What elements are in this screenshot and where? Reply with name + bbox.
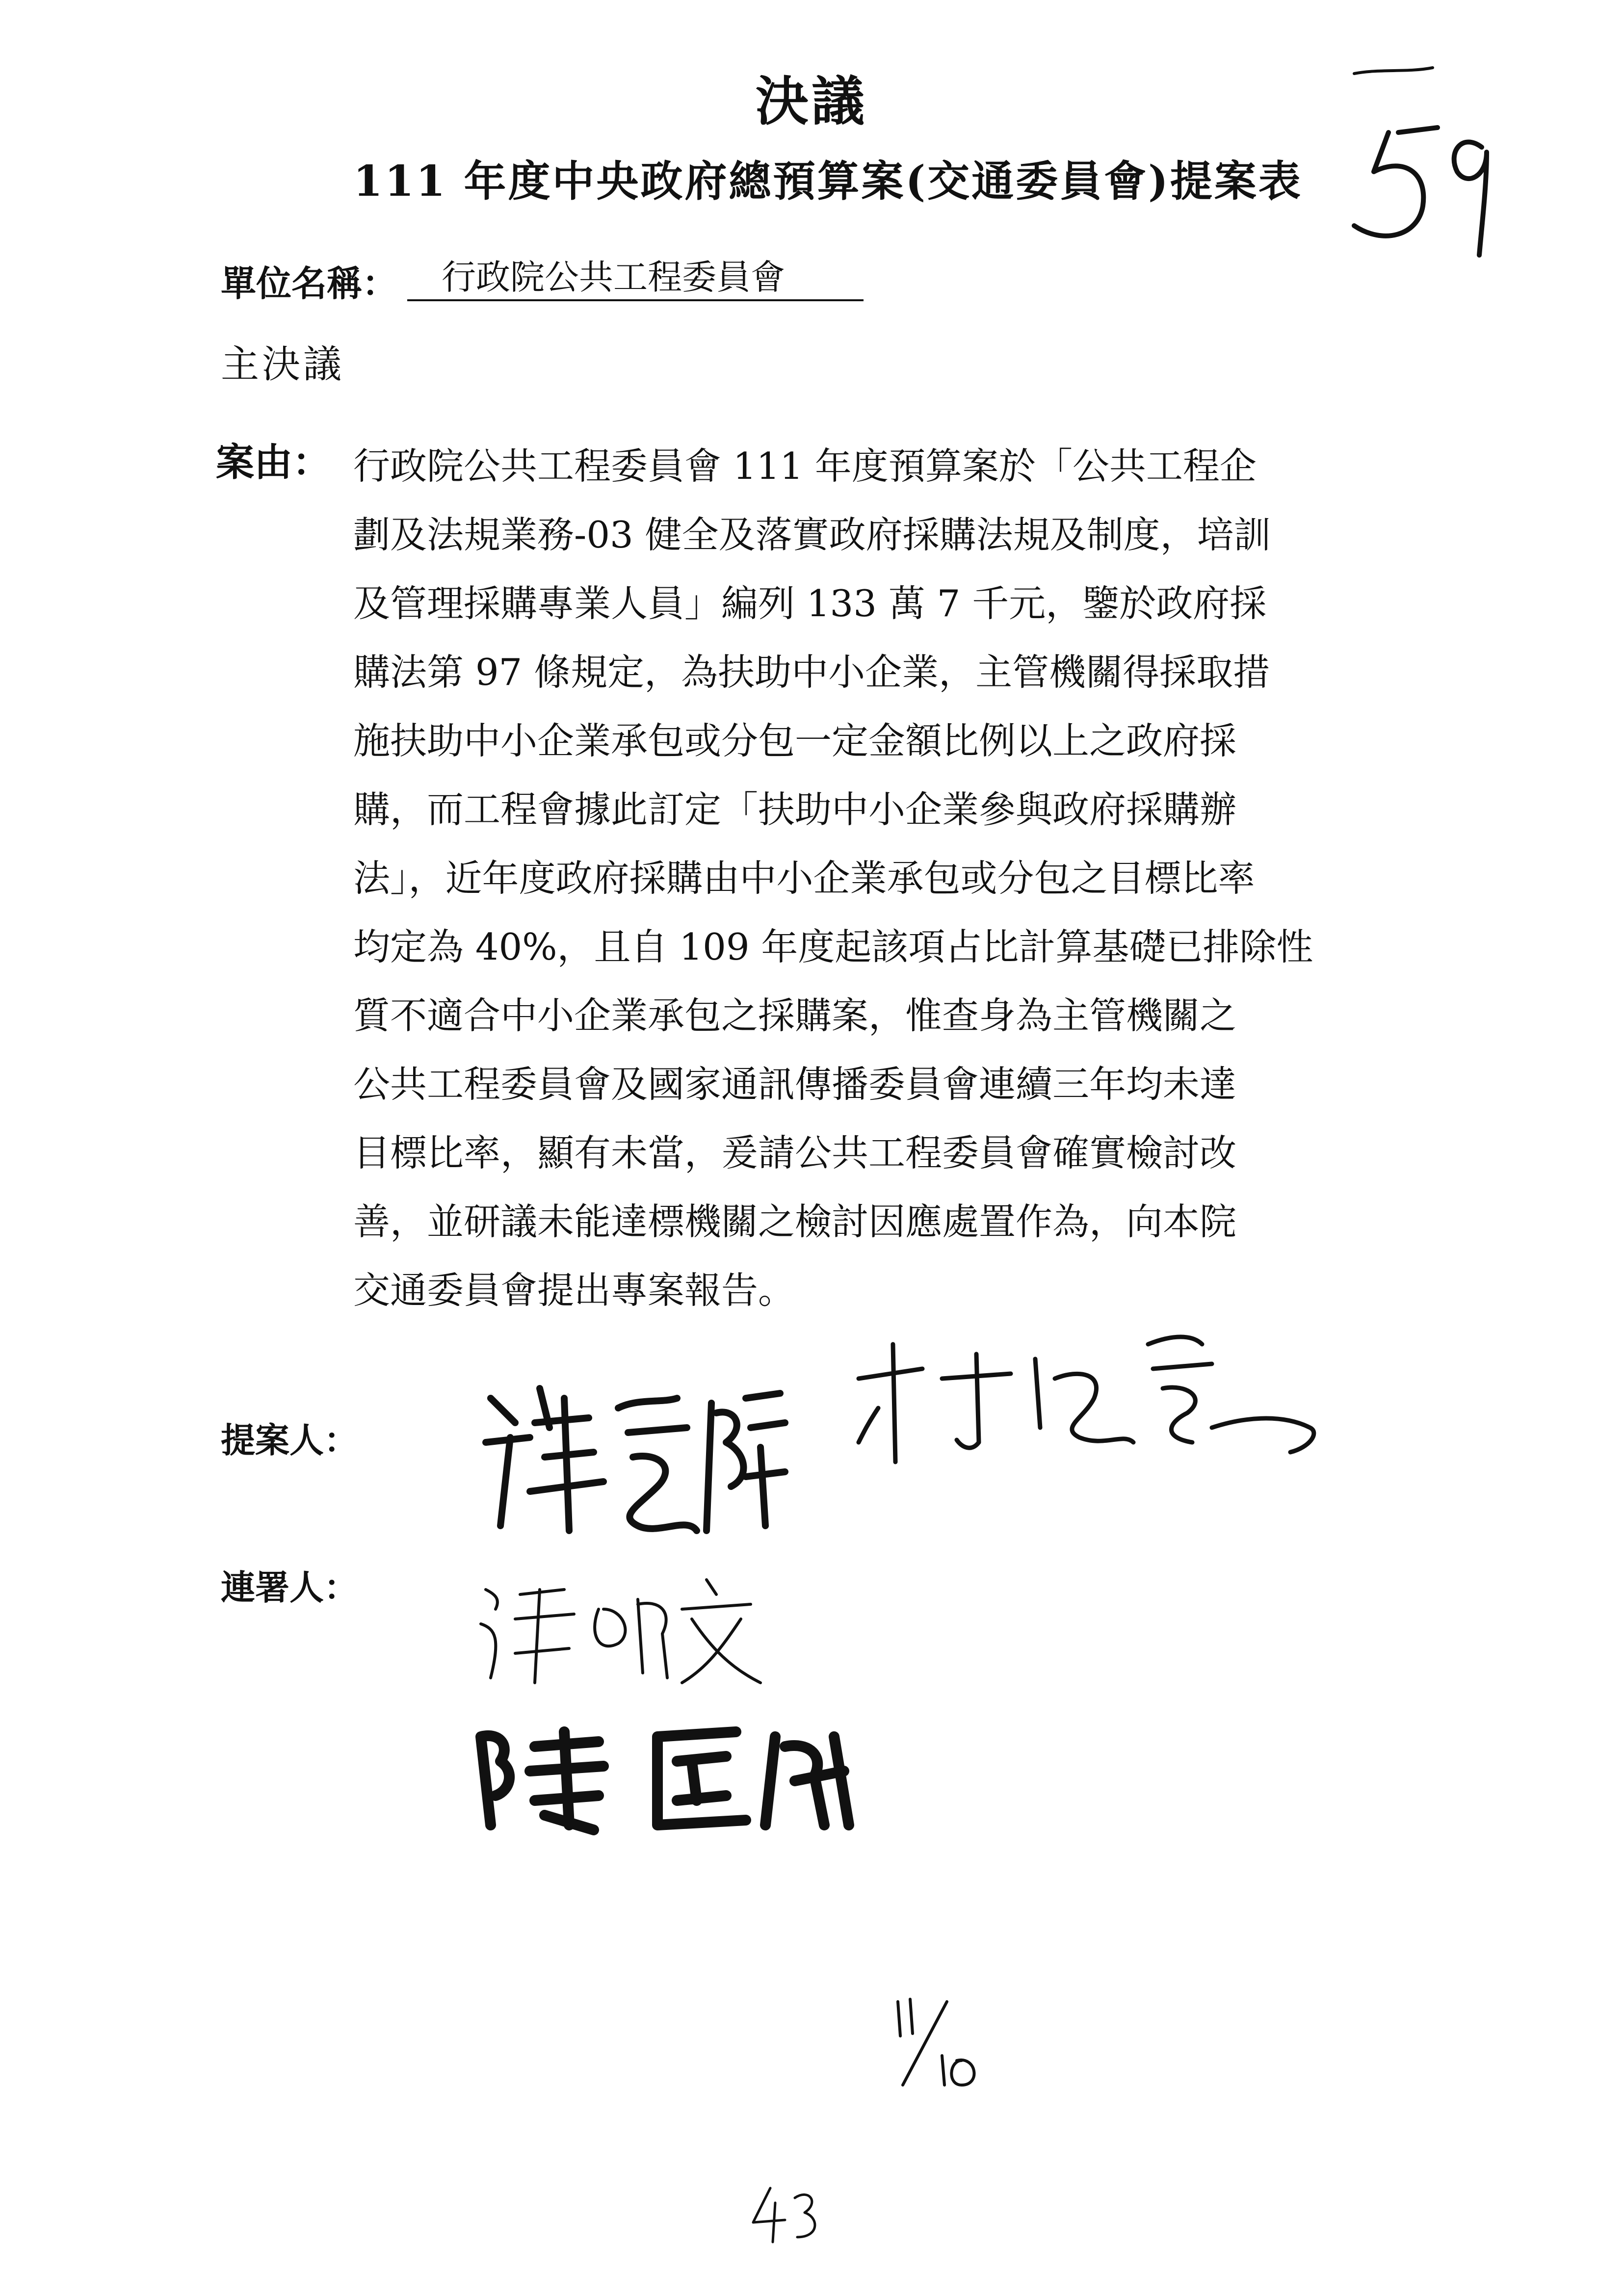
proposer-label: 提案人： xyxy=(221,1420,358,1461)
handwritten-sheet-number xyxy=(746,2178,824,2247)
cosigner-signature xyxy=(471,1717,864,1835)
reason-line: 質不適合中小企業承包之採購案，惟查身為主管機關之 xyxy=(353,994,1237,1037)
reason-line: 及管理採購專業人員」編列 133 萬 7 千元，鑒於政府採 xyxy=(353,582,1267,625)
reason-line: 劃及法規業務-03 健全及落實政府採購法規及制度，培訓 xyxy=(353,513,1271,556)
unit-label: 單位名稱： xyxy=(221,262,398,304)
handwritten-date xyxy=(883,1992,991,2090)
reason-label: 案由： xyxy=(216,440,331,485)
reason-line: 善，並研議未能達標機關之檢討因應處置作為，向本院 xyxy=(353,1200,1237,1243)
reason-line: 均定為 40%，且自 109 年度起該項占比計算基礎已排除性 xyxy=(353,925,1313,968)
reason-line: 交通委員會提出專案報告。 xyxy=(353,1269,795,1312)
cosigner-signature xyxy=(476,1570,780,1697)
unit-value: 行政院公共工程委員會 xyxy=(407,255,864,301)
cosigner-label: 連署人： xyxy=(221,1567,358,1608)
reason-text xyxy=(353,432,1423,1325)
reason-line: 購法第 97 條規定，為扶助中小企業，主管機關得採取措 xyxy=(353,651,1270,694)
proposer-signature xyxy=(471,1369,785,1545)
reason-line: 公共工程委員會及國家通訊傳播委員會連續三年均未達 xyxy=(353,1063,1237,1106)
resolution-stamp: 決議 xyxy=(756,71,868,132)
reason-line: 目標比率，顯有未當，爰請公共工程委員會確實檢討改 xyxy=(353,1131,1237,1174)
reason-line: 行政院公共工程委員會 111 年度預算案於「公共工程企 xyxy=(353,444,1257,488)
proposer-signature xyxy=(849,1315,1330,1472)
section-title: 主決議 xyxy=(221,342,345,387)
reason-line: 施扶助中小企業承包或分包一定金額比例以上之政府採 xyxy=(353,719,1237,762)
document-title: 111 年度中央政府總預算案(交通委員會)提案表 xyxy=(353,157,1303,206)
reason-line: 購，而工程會據此訂定「扶助中小企業參與政府採購辦 xyxy=(353,788,1237,831)
handwritten-page-number xyxy=(1325,59,1511,265)
reason-line: 法」，近年度政府採購由中小企業承包或分包之目標比率 xyxy=(353,857,1255,900)
